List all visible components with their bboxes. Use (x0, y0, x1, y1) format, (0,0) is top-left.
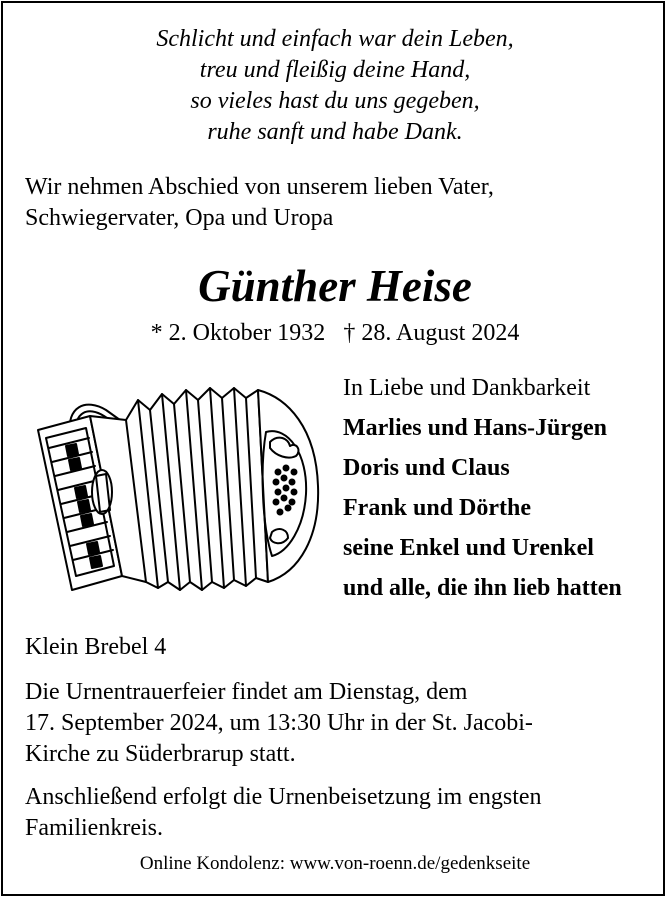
poem-line: so vieles hast du uns gegeben, (190, 88, 480, 114)
ceremony-line: 17. September 2024, um 13:30 Uhr in der St. Jacobi- (25, 710, 533, 736)
poem-line: Schlicht und einfach war dein Leben, (156, 26, 514, 52)
family-member: und alle, die ihn lieb hatten (343, 575, 622, 601)
death-date: † 28. August 2024 (343, 320, 520, 346)
address: Klein Brebel 4 (25, 634, 167, 660)
family-member: Marlies und Hans-Jürgen (343, 415, 608, 441)
family-member: Doris und Claus (343, 455, 510, 481)
life-dates (0, 318, 670, 348)
burial-line: Familienkreis. (25, 815, 163, 841)
burial-text (25, 782, 650, 844)
poem-line: treu und fleißig deine Hand, (199, 57, 471, 83)
deceased-name: Günther Heise (198, 261, 472, 311)
intro-line: Wir nehmen Abschied von unserem lieben Vater, (25, 174, 494, 200)
birth-date: * 2. Oktober 1932 (150, 320, 326, 346)
family-member: seine Enkel und Urenkel (343, 535, 594, 561)
family-member: Frank und Dörthe (343, 495, 532, 521)
ceremony-line: Kirche zu Süderbrarup statt. (25, 741, 296, 767)
family-list (343, 368, 663, 608)
family-heading: In Liebe und Dankbarkeit (343, 375, 591, 401)
accordion-icon (26, 376, 328, 598)
ceremony-line: Die Urnentrauerfeier findet am Dienstag, dem (25, 679, 468, 705)
ceremony-text (25, 677, 650, 770)
poem (0, 24, 670, 148)
intro-text (25, 172, 645, 234)
burial-line: Anschließend erfolgt die Urnenbeisetzung im engsten (25, 784, 542, 810)
online-condolence: Online Kondolenz: www.von-roenn.de/gedenkseite (139, 853, 531, 874)
intro-line: Schwiegervater, Opa und Uropa (25, 205, 334, 231)
poem-line: ruhe sanft und habe Dank. (207, 119, 463, 145)
